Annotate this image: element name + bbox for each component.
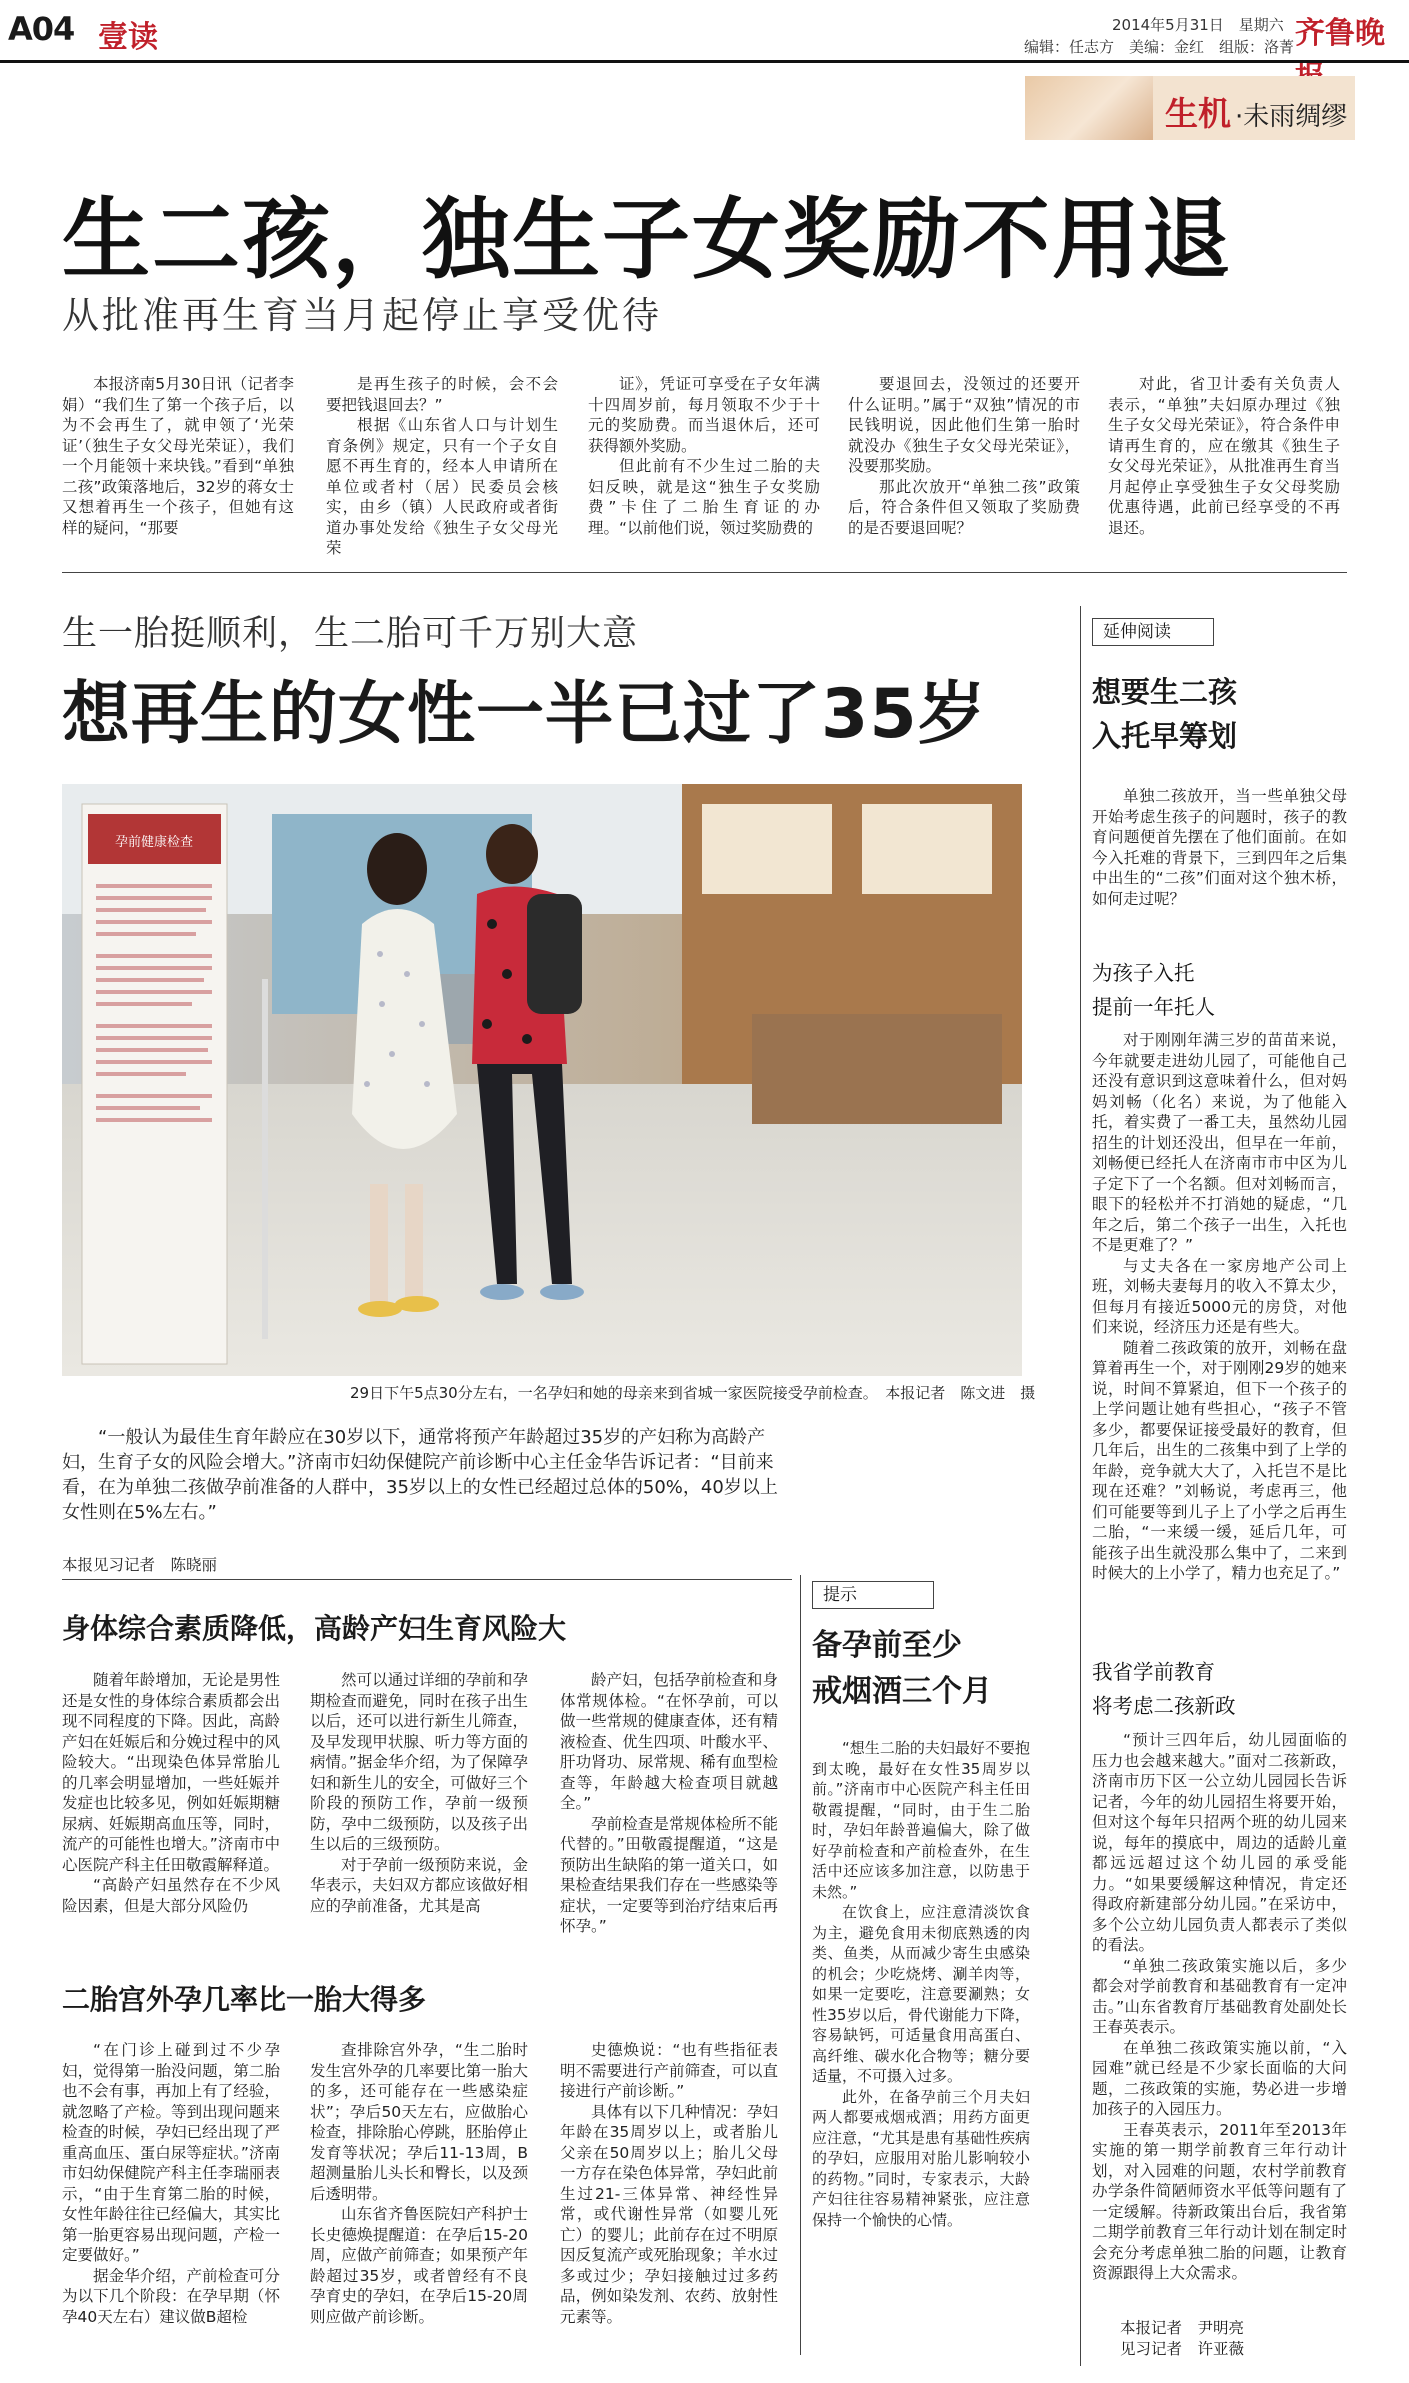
paragraph: “单独二孩政策实施以后，多少都会对学前教育和基础教育有一定冲击。”山东省教育厅基础教育处副处长王春英表示。 xyxy=(1092,1956,1347,2036)
section-name: 壹读 xyxy=(98,20,158,55)
editor-credits: 编辑：任志方 美编：金红 组版：洛菁 xyxy=(1024,38,1295,56)
ext-subheading-1: 为孩子入托 提前一年托人 xyxy=(1092,961,1215,1019)
section-divider xyxy=(62,572,1347,573)
paragraph: 据金华介绍，产前检查可分为以下几个阶段：在孕早期（怀孕40天左右）建议做B超检 xyxy=(62,2266,280,2326)
paragraph: 随着年龄增加，无论是男性还是女性的身体综合素质都会出现不同程度的下降。因此，高龄产妇在妊娠后和分娩过程中的风险较大。“出现染色体异常胎儿的几率会明显增加，一些妊娠并发症也比较多见，例如妊娠期糖尿病、妊娠期高血压等，同时，流产的可能性也增大。”济南市中心医院产科主任田敬霞解释道。 xyxy=(62,1671,280,1874)
body-b-column-1 xyxy=(62,2040,280,2327)
paragraph: 对此，省卫计委有关负责人表示，“单独”夫妇原办理过《独生子女父母光荣证》，符合条件申请再生育的，应在缴其《独生子女父母光荣证》，从批准再生育当月起停止享受独生子女父母奖励优惠待遇，此前已经享受的不再退还。 xyxy=(1108,375,1340,537)
paragraph: 史德焕说：“也有些指征表明不需要进行产前筛查，可以直接进行产前诊断。” xyxy=(560,2041,778,2100)
paragraph: 在饮食上，应注意清淡饮食为主，避免食用未彻底熟透的肉类、鱼类，从而减少寄生虫感染的机会；少吃烧烤、涮羊肉等，如果一定要吃，注意要涮熟；女性35岁以后，骨代谢能力下降，容易缺钙，可适量食用高蛋白、高纤维、碳水化合物等；糖分要适量，不可摄入过多。 xyxy=(812,1903,1030,2085)
paragraph: “想生二胎的夫妇最好不要抱到太晚，最好在女性35周岁以前。”济南市中心医院产科主任田敬霞提醒，“同时，由于生二胎时，孕妇年龄普遍偏大，除了做好孕前检查和产前检查外，在生活中还应该多加注意，以防患于未然。” xyxy=(812,1739,1030,1901)
paragraph: 对于刚刚年满三岁的苗苗来说，今年就要走进幼儿园了，可能他自己还没有意识到这意味着什么，但对妈妈刘畅（化名）来说，为了他能入托，着实费了一番工夫，虽然幼儿园招生的计划还没出，但早在一年前，刘畅便已经托人在济南市市中区为儿子定下了一个名额。但对刘畅而言，眼下的轻松并不打消她的疑虑，“几年之后，第二个孩子一出生，入托也不是更难了？” xyxy=(1092,1031,1347,1254)
paragraph: 查排除宫外孕，“生二胎时发生宫外孕的几率要比第一胎大的多，还可能存在一些感染症状”；孕后50天左右，应做胎心检查，排除胎心停跳，胚胎停止发育等状况；孕后11-13周，B超测量胎儿头长和臀长，以及颈后透明带。 xyxy=(310,2041,528,2203)
ext-title: 想要生二孩 入托早筹划 xyxy=(1092,675,1238,753)
column-banner-image xyxy=(1025,76,1153,140)
lead-column-1 xyxy=(62,374,294,538)
subheading-risk: 身体综合素质降低，高龄产妇生育风险大 xyxy=(62,1612,567,1645)
paragraph: 根据《山东省人口与计划生育条例》规定，只有一个子女自愿不再生育的，经本人申请所在单位或者村（居）民委员会核实，由乡（镇）人民政府或者街道办事处发给《独生子女父母光荣 xyxy=(326,416,558,557)
tip-divider xyxy=(800,1575,801,2355)
page-number: A04 xyxy=(8,10,75,48)
ext-divider xyxy=(1080,606,1081,2366)
issue-date: 2014年5月31日 星期六 xyxy=(1112,16,1284,34)
story-byline: 本报见习记者 陈晓丽 xyxy=(62,1556,218,1574)
body-a-column-3 xyxy=(560,1670,778,1937)
column-author: ·未雨绸缪 xyxy=(1235,102,1348,132)
main-subheadline: 从批准再生育当月起停止享受优待 xyxy=(62,294,662,337)
paragraph: 与丈夫各在一家房地产公司上班，刘畅夫妻每月的收入不算太少，但每月有接近5000元的房贷，对他们来说，经济压力还是有些大。 xyxy=(1092,1256,1347,1336)
paragraph: 龄产妇，包括孕前检查和身体常规体检。“在怀孕前，可以做一些常规的健康查体，还有精液检查、优生四项、叶酸水平、肝功肾功、尿常规、稀有血型检查等，年龄越大检查项目就越全。” xyxy=(560,1671,778,1812)
lead-column-2 xyxy=(326,374,558,559)
story-intro-quote xyxy=(62,1425,782,1525)
ext-body-1 xyxy=(1092,1030,1347,1584)
paragraph: 具体有以下几种情况：孕妇年龄在35周岁以上，或者胎儿父亲在50周岁以上；胎儿父母一方存在染色体异常，孕妇此前生过21-三体异常、神经性异常，或代谢性异常（如婴儿死亡）的婴儿；此前存在过不明原因反复流产或死胎现象；羊水过多或过少；孕妇接触过过多药品，例如染发剂、农药、放射性元素等。 xyxy=(560,2102,778,2326)
tip-body xyxy=(812,1738,1030,2230)
paragraph: 单独二孩放开，当一些单独父母开始考虑生孩子的问题时，孩子的教育问题便首先摆在了他们面前。在如今入托难的背景下，三到四年之后集中出生的“二孩”们面对这个独木桥，如何走过呢？ xyxy=(1092,787,1347,908)
story-kicker: 生一胎挺顺利，生二胎可千万别大意 xyxy=(62,614,639,654)
body-b-column-2 xyxy=(310,2040,528,2327)
paragraph: 然可以通过详细的孕前和孕期检查而避免，同时在孩子出生以后，还可以进行新生儿筛查，及早发现甲状腺、听力等方面的病情。”据金华介绍，为了保障孕妇和新生儿的安全，可做好三个阶段的预防工作，孕前一级预防，孕中二级预防，以及孩子出生以后的三级预防。 xyxy=(310,1671,528,1853)
paragraph: 孕前检查是常规体检所不能代替的。”田敬霞提醒道，“这是预防出生缺陷的第一道关口，如果检查结果我们存在一些感染等症状，一定要等到治疗结束后再怀孕。” xyxy=(560,1814,778,1935)
ext-subheading-2: 我省学前教育 将考虑二孩新政 xyxy=(1092,1660,1236,1718)
paragraph: 要退回去，没领过的还要开什么证明。”属于“双独”情况的市民钱明说，因此他们生第一胎时就没办《独生子女父母光荣证》，没要那奖励。 xyxy=(848,375,1080,475)
paragraph: 本报济南5月30日讯（记者李娟）“我们生了第一个孩子后，以为不会再生了，就申领了‘光荣证’（独生子女父母光荣证），我们一个月能领十来块钱。”看到“单独二孩”政策落地后，32岁的蒋女士又想着再生一个孩子，但她有这样的疑问，“那要 xyxy=(62,375,294,537)
ext-label: 延伸阅读 xyxy=(1092,618,1214,646)
paragraph: 对于孕前一级预防来说，金华表示，夫妇双方都应该做好相应的孕前准备，尤其是高 xyxy=(310,1855,528,1915)
paragraph: 在单独二孩政策实施以前，“入园难”就已经是不少家长面临的大问题，二孩政策的实施，势必进一步增加孩子的入园压力。 xyxy=(1092,2038,1347,2118)
paragraph: “预计三四年后，幼儿园面临的压力也会越来越大。”面对二孩新政，济南市历下区一公立幼儿园园长告诉记者，今年的幼儿园招生将要开始，但对这个每年只招两个班的幼儿园来说，每年的摸底中，周边的适龄儿童都远远超过这个幼儿园的承受能力。“如果要缓解这种情况，肯定还得政府新建部分幼儿园。”在采访中，多个公立幼儿园负责人都表示了类似的看法。 xyxy=(1092,1731,1347,1954)
poster-title: 孕前健康检查 xyxy=(114,835,194,850)
paragraph: 证》，凭证可享受在子女年满十四周岁前，每月领取不少于十元的奖励费。而当退休后，还可获得额外奖励。 xyxy=(588,375,820,455)
news-photo xyxy=(62,784,1022,1376)
paragraph: 那此次放开“单独二孩”政策后，符合条件但又领取了奖励费的是否要退回呢？ xyxy=(848,477,1080,537)
newspaper-logo: 齐鲁晚 xyxy=(1295,16,1385,51)
photo-caption: 29日下午5点30分左右，一名孕妇和她的母亲来到省城一家医院接受孕前检查。 本报记者 陈文进 摄 xyxy=(350,1384,1036,1402)
ext-intro xyxy=(1092,786,1347,909)
paragraph: “在门诊上碰到过不少孕妇，觉得第一胎没问题，第二胎也不会有事，再加上有了经验，就忽略了产检。等到出现问题来检查的时候，孕妇已经出现了严重高血压、蛋白尿等症状。”济南市妇幼保健院产科主任李瑞丽表示，“由于生育第二胎的时候，女性年龄往往已经偏大，其实比第一胎更容易出现问题，产检一定要做好。” xyxy=(62,2041,280,2264)
header-rule xyxy=(0,60,1409,63)
paragraph: 是再生孩子的时候，会不会要把钱退回去？” xyxy=(326,375,558,414)
paragraph: 随着二孩政策的放开，刘畅在盘算着再生一个，对于刚刚29岁的她来说，时间不算紧迫，但下一个孩子的上学问题让她有些担心，“孩子不管多少，都要保证接受最好的教育，但几年后，出生的二孩集中到了上学的年龄，竞争就大大了，入托岂不是比现在还难？”刘畅说，考虑再三，他们可能要等到儿子上了小学之后再生二胎，“一来缓一缓，延后几年，可能孩子出生就没那么集中了，二来到时候大的上小学了，精力也充足了。” xyxy=(1092,1338,1347,1582)
paragraph: “一般认为最佳生育年龄应在30岁以下，通常将预产年龄超过35岁的产妇称为高龄产妇，生育子女的风险会增大。”济南市妇幼保健院产前诊断中心主任金华告诉记者：“目前来看，在为单独二孩做孕前准备的人群中，35岁以上的女性已经超过总体的50%，40岁以上女性则在5%左右。” xyxy=(62,1427,778,1523)
lead-column-3 xyxy=(588,374,820,538)
body-b-column-3 xyxy=(560,2040,778,2327)
lead-column-4 xyxy=(848,374,1080,538)
tip-label: 提示 xyxy=(812,1581,934,1609)
tip-title: 备孕前至少 戒烟酒三个月 xyxy=(812,1628,992,1709)
paragraph: 但此前有不少生过二胎的夫妇反映，就是这“独生子女奖励费”卡住了二胎生育证的办理。“以前他们说，领过奖励费的 xyxy=(588,457,820,537)
column-name: 生机 xyxy=(1165,94,1231,133)
body-a-column-1 xyxy=(62,1670,280,1916)
byline-rule xyxy=(62,1579,792,1580)
paragraph: 此外，在备孕前三个月夫妇两人都要戒烟戒酒；用药方面更应注意，“尤其是患有基础性疾病的孕妇，应服用对胎儿影响较小的药物。”同时，专家表示，大龄产妇往往容易精神紧张，应注意保持一个愉快的心情。 xyxy=(812,2087,1030,2229)
subheading-ectopic: 二胎宫外孕几率比一胎大得多 xyxy=(62,1983,427,2016)
lead-column-5 xyxy=(1108,374,1340,538)
ext-credit: 本报记者 尹明亮 见习记者 许亚薇 xyxy=(1120,2319,1245,2358)
story-headline: 想再生的女性一半已过了35岁 xyxy=(62,675,987,754)
main-headline: 生二孩，独生子女奖励不用退 xyxy=(62,188,1233,291)
paragraph: 山东省齐鲁医院妇产科护士长史德焕提醒道：在孕后15-20周，应做产前筛查；如果预产年龄超过35岁，或者曾经有不良孕育史的孕妇，在孕后15-20周则应做产前诊断。 xyxy=(310,2205,528,2326)
ext-body-2 xyxy=(1092,1730,1347,2284)
body-a-column-2 xyxy=(310,1670,528,1916)
paragraph: 王春英表示，2011年至2013年实施的第一期学前教育三年行动计划，对入园难的问题，农村学前教育办学条件简陋师资水平低等问题有了一定缓解。待新政策出台后，我省第二期学前教育三年行动计划在制定时会充分考虑单独二胎的问题，让教育资源跟得上大众需求。 xyxy=(1092,2120,1347,2282)
paragraph: “高龄产妇虽然存在不少风险因素，但是大部分风险仍 xyxy=(62,1876,280,1915)
